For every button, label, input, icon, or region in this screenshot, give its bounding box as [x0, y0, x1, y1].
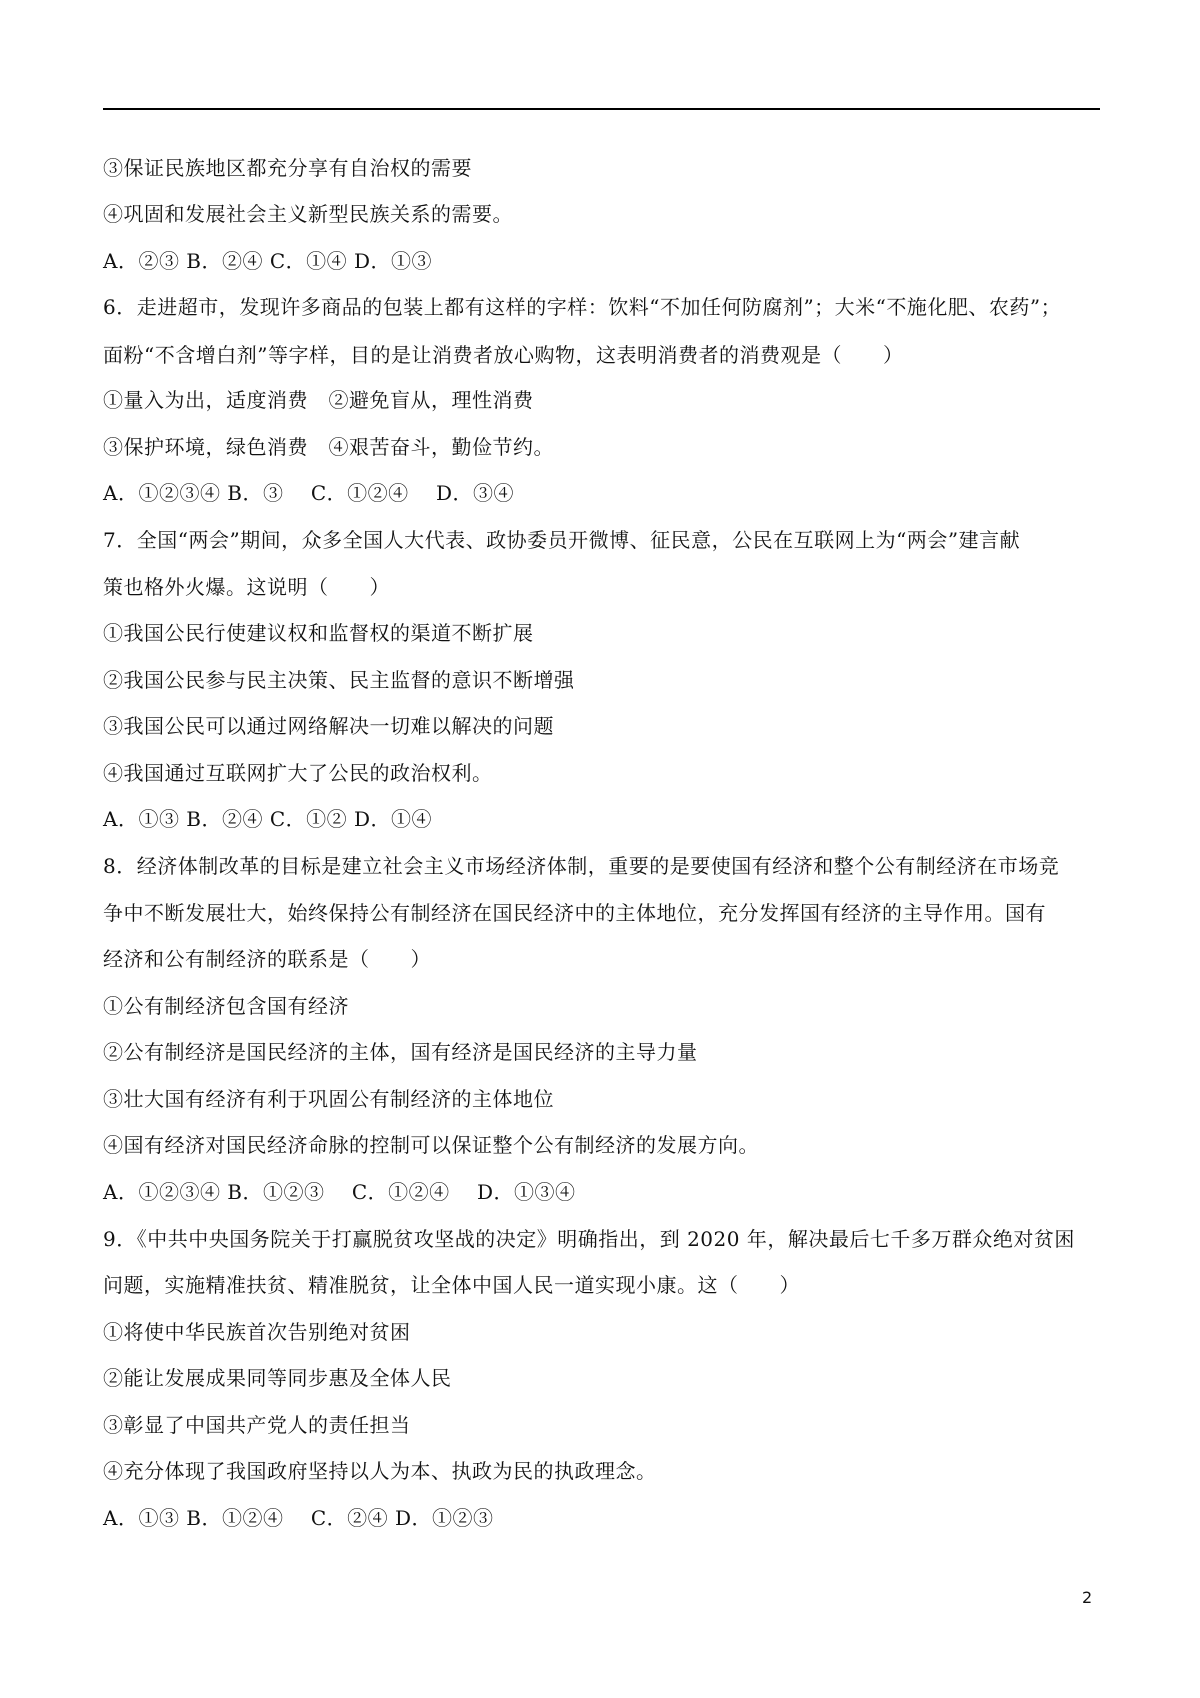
option-line: ④充分体现了我国政府坚持以人为本、执政为民的执政理念。	[103, 1459, 657, 1483]
question-text: 争中不断发展壮大，始终保持公有制经济在国民经济中的主体地位，充分发挥国有经济的主导作用。国有	[103, 901, 1046, 925]
option-line: ②我国公民参与民主决策、民主监督的意识不断增强	[103, 668, 575, 692]
question-text: 6．走进超市，发现许多商品的包装上都有这样的字样：饮料“不加任何防腐剂”；大米“不施化肥、农药”；	[103, 295, 1062, 319]
option-line: ④国有经济对国民经济命脉的控制可以保证整个公有制经济的发展方向。	[103, 1133, 759, 1157]
option-line: ③保护环境，绿色消费 ④艰苦奋斗，勤俭节约。	[103, 435, 554, 459]
answer-choices: A．①③ B．①②④ C．②④ D．①②③	[103, 1506, 494, 1530]
option-line: ④巩固和发展社会主义新型民族关系的需要。	[103, 202, 513, 226]
option-line: ②能让发展成果同等同步惠及全体人民	[103, 1366, 452, 1390]
answer-choices: A．①②③④ B．①②③ C．①②④ D．①③④	[103, 1180, 576, 1204]
answer-choices: A．①③ B．②④ C．①② D．①④	[103, 807, 433, 831]
question-text: 问题，实施精准扶贫、精准脱贫，让全体中国人民一道实现小康。这（ ）	[103, 1273, 800, 1297]
question-text: 9．《中共中央国务院关于打赢脱贫攻坚战的决定》明确指出，到 2020 年，解决最后七千多万群众绝对贫困	[103, 1227, 1075, 1251]
option-line: ①我国公民行使建议权和监督权的渠道不断扩展	[103, 621, 534, 645]
question-text: 经济和公有制经济的联系是（ ）	[103, 947, 431, 971]
question-text: 策也格外火爆。这说明（ ）	[103, 575, 390, 599]
answer-choices: A．②③ B．②④ C．①④ D．①③	[103, 249, 433, 273]
option-line: ②公有制经济是国民经济的主体，国有经济是国民经济的主导力量	[103, 1040, 698, 1064]
header-rule	[103, 108, 1100, 110]
option-line: ①公有制经济包含国有经济	[103, 994, 349, 1018]
question-text: 7．全国“两会”期间，众多全国人大代表、政协委员开微博、征民意，公民在互联网上为“两会”建言献	[103, 528, 1021, 552]
question-text: 面粉“不含增白剂”等字样，目的是让消费者放心购物，这表明消费者的消费观是（ ）	[103, 343, 904, 367]
page-number: 2	[1082, 1588, 1093, 1607]
option-line: ③壮大国有经济有利于巩固公有制经济的主体地位	[103, 1087, 554, 1111]
question-text: 8．经济体制改革的目标是建立社会主义市场经济体制，重要的是要使国有经济和整个公有制经济在市场竞	[103, 854, 1060, 878]
option-line: ③彰显了中国共产党人的责任担当	[103, 1413, 411, 1437]
answer-choices: A．①②③④ B．③ C．①②④ D．③④	[103, 481, 515, 505]
option-line: ④我国通过互联网扩大了公民的政治权利。	[103, 761, 493, 785]
option-line: ①量入为出，适度消费 ②避免盲从，理性消费	[103, 388, 534, 412]
option-line: ①将使中华民族首次告别绝对贫困	[103, 1320, 411, 1344]
option-line: ③保证民族地区都充分享有自治权的需要	[103, 156, 472, 180]
option-line: ③我国公民可以通过网络解决一切难以解决的问题	[103, 714, 554, 738]
